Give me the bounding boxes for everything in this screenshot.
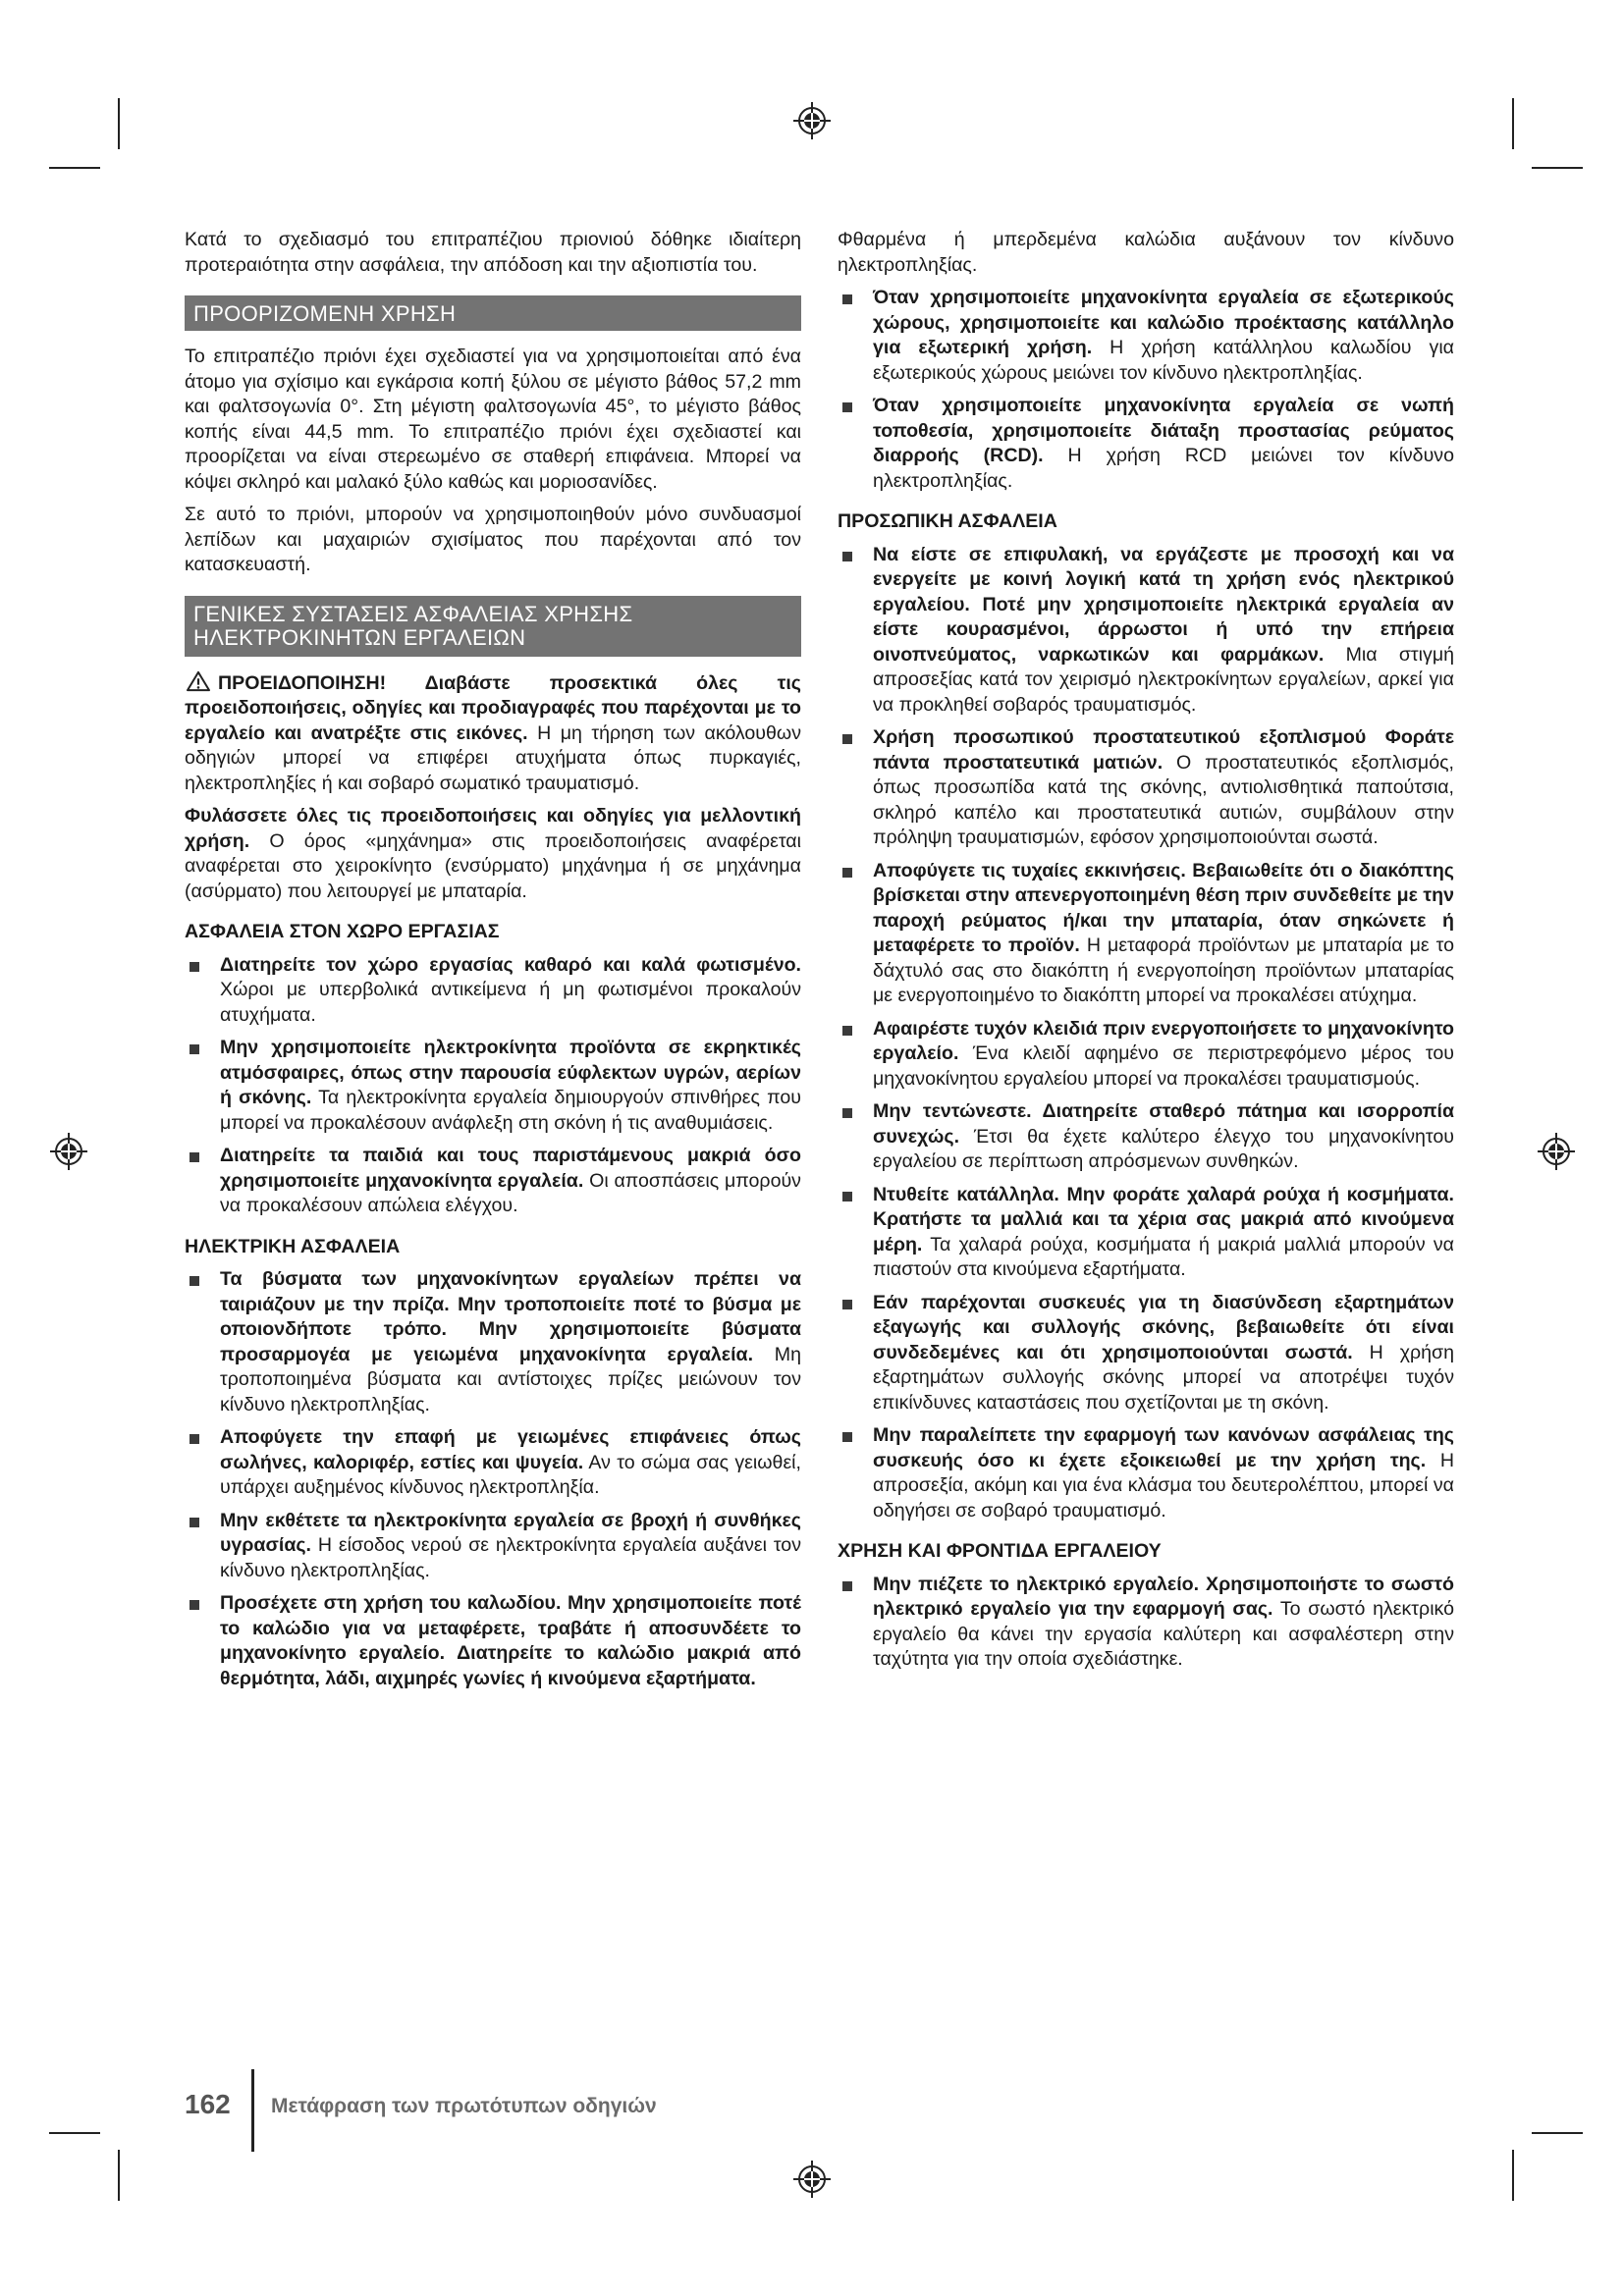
intro-paragraph: Κατά το σχεδιασμό του επιτραπέζιου πριονιού δόθηκε ιδιαίτερη προτεραιότητα στην ασφάλεια, την απόδοση και την αξιοπιστία του. — [185, 229, 801, 276]
list-item — [838, 1183, 1454, 1283]
bullet-icon — [842, 1192, 852, 1201]
bullet-icon — [842, 1300, 852, 1309]
subheading-electrical: ΗΛΕΚΤΡΙΚΗ ΑΣΦΑΛΕΙΑ — [185, 1235, 401, 1257]
bullet-icon — [189, 1434, 199, 1444]
item-text: Ένα κλειδί αφημένο σε περιστρεφόμενο μέρος του μηχανοκίνητου εργαλείου μπορεί να προκαλέσει τραυματισμούς. — [873, 1042, 1454, 1090]
list-item — [838, 1423, 1454, 1523]
list-item — [838, 859, 1454, 1009]
registration-mark-icon — [49, 1132, 88, 1171]
warning-triangle-icon — [185, 670, 212, 692]
item-text: Η χρήση εξαρτημάτων συλλογής σκόνης μπορεί να αποτρέψει τυχόν επικίνδυνες καταστάσεις που σχετίζονται με τη σκόνη. — [873, 1341, 1455, 1414]
item-text: Το σωστό ηλεκτρικό εργαλείο θα κάνει την εργασία καλύτερη και ασφαλέστερη στην ταχύτητα για την οποία σχεδιάστηκε. — [873, 1598, 1454, 1670]
list-item — [838, 1291, 1454, 1416]
keep-instructions-paragraph — [185, 804, 801, 904]
footer-caption: Μετάφραση των πρωτότυπων οδηγιών — [271, 2095, 657, 2117]
item-text: Αν το σώμα σας γειωθεί, υπάρχει αυξημένος κίνδυνος ηλεκτροπληξία. — [220, 1451, 801, 1498]
section-banner-general-safety — [185, 596, 801, 657]
crop-mark — [1532, 167, 1583, 169]
item-bold: Αποφύγετε την επαφή με γειωμένες επιφάνειες όπως σωλήνες, καλοριφέρ, εστίες και ψυγεία. — [220, 1426, 801, 1473]
bullet-icon — [189, 1276, 199, 1286]
left-column — [185, 228, 801, 1699]
crop-mark — [118, 2150, 120, 2201]
bullet-icon — [842, 402, 852, 412]
list-item — [838, 1573, 1454, 1673]
subheading-tool-use: ΧΡΗΣΗ ΚΑΙ ΦΡΟΝΤΙΔΑ ΕΡΓΑΛΕΙΟΥ — [838, 1540, 1162, 1562]
item-text: Οι αποσπάσεις μπορούν να προκαλέσουν απώλεια ελέγχου. — [220, 1169, 801, 1216]
crop-mark — [1512, 98, 1514, 149]
subheading-personal: ΠΡΟΣΩΠΙΚΗ ΑΣΦΑΛΕΙΑ — [838, 510, 1057, 532]
list-item — [185, 953, 801, 1029]
registration-mark-icon — [1537, 1132, 1576, 1171]
item-bold: Εάν παρέχονται συσκευές για τη διασύνδεση εξαρτημάτων εξαγωγής και συλλογής σκόνης, βεβαιωθείτε ότι είναι συνδεδεμένες και ότι χρησιμοποιούνται σωστά. — [873, 1291, 1454, 1363]
keep-text: Ο όρος «μηχάνημα» στις προειδοποιήσεις αναφέρεται αναφέρεται στο χειροκίνητο (ενσύρματο) μηχάνημα ή σε μηχάνημα (ασύρματο) που λειτουργεί με μπαταρία. — [185, 829, 801, 902]
item-bold: Αφαιρέστε τυχόν κλειδιά πριν ενεργοποιήσετε το μηχανοκίνητο εργαλείο. — [873, 1017, 1454, 1064]
warning-paragraph — [185, 670, 801, 797]
item-bold: Τα βύσματα των μηχανοκίνητων εργαλείων πρέπει να ταιριάζουν με την πρίζα. Μην τροποποιείτε ποτέ το βύσμα με οποιονδήποτε τρόπο. Μην χρησιμοποιείτε βύσματα προσαρμογέα με γειωμένα μηχανοκίνητα εργαλεία. — [220, 1268, 801, 1365]
item-bold: Μην χρησιμοποιείτε ηλεκτροκίνητα προϊόντα σε εκρηκτικές ατμόσφαιρες, όπως στην παρουσία εύφλεκτων υγρών, αερίων ή σκόνης. — [220, 1037, 801, 1108]
bullet-icon — [842, 1108, 852, 1118]
item-bold: Μην πιέζετε το ηλεκτρικό εργαλείο. Χρησιμοποιήστε το σωστό ηλεκτρικό εργαλείο για την εφαρμογή σας. — [873, 1573, 1454, 1620]
list-item — [838, 1017, 1454, 1093]
keep-bold: Φυλάσσετε όλες τις προειδοποιήσεις και οδηγίες για μελλοντική χρήση. — [185, 805, 801, 852]
list-item — [838, 725, 1454, 851]
list-item — [185, 1036, 801, 1136]
item-text: Η απροσεξία, ακόμη και για ένα κλάσμα του δευτερολέπτου, μπορεί να οδηγήσει σε σοβαρό τραυματισμό. — [873, 1449, 1454, 1522]
crop-mark — [49, 2132, 100, 2134]
item-text: Η χρήση κατάλληλου καλωδίου για εξωτερικούς χώρους μειώνει τον κίνδυνο ηλεκτροπληξίας. — [873, 337, 1454, 384]
banner-line: ΗΛΕΚΤΡΟΚΙΝΗΤΩΝ ΕΡΓΑΛΕΙΩΝ — [193, 624, 526, 650]
list-item — [185, 1144, 801, 1219]
continuation-paragraph: Φθαρμένα ή μπερδεμένα καλώδια αυξάνουν τον κίνδυνο ηλεκτροπληξίας. — [838, 229, 1454, 276]
banner-line: ΓΕΝΙΚΕΣ ΣΥΣΤΑΣΕΙΣ ΑΣΦΑΛΕΙΑΣ ΧΡΗΣΗΣ — [193, 601, 633, 626]
list-item — [185, 1267, 801, 1417]
crop-mark — [118, 98, 120, 149]
intended-use-paragraph: Το επιτραπέζιο πριόνι έχει σχεδιαστεί για να χρησιμοποιείται από ένα άτομο για σχίσιμο και εγκάρσια κοπή ξύλου σε μέγιστο βάθος 57,2 mm και φαλτσογωνία 0°. Στη μέγιστη φαλτσογωνία 45°, το μέγιστο βάθος κοπής είναι 44,5 mm. Το επιτραπέζιο πριόνι έχει σχεδιαστεί και προορίζεται να είναι στερεωμένο σε σταθερή επιφάνεια. Μπορεί να κόψει σκληρό και μαλακό ξύλο καθώς και μοριοσανίδες. — [185, 346, 801, 493]
list-item — [185, 1425, 801, 1501]
page-number: 162 — [185, 2089, 231, 2119]
item-text: Χώροι με υπερβολικά αντικείμενα ή μη φωτισμένοι προκαλούν ατυχήματα. — [220, 979, 801, 1026]
section-banner-intended-use: ΠΡΟΟΡΙΖΟΜΕΝΗ ΧΡΗΣΗ — [185, 295, 801, 331]
item-bold: Να είστε σε επιφυλακή, να εργάζεστε με προσοχή και να ενεργείτε με κοινή λογική κατά τη χρήση ενός ηλεκτρικού εργαλείου. Ποτέ μην χρησιμοποιείτε ηλεκτρικά εργαλεία αν είστε κουρασμένοι, άρρωστοι ή υπό την επήρεια οινοπνεύματος, ναρκωτικών και φαρμάκων. — [873, 543, 1454, 666]
registration-mark-icon — [792, 101, 832, 140]
registration-mark-icon — [792, 2160, 832, 2199]
bullet-icon — [842, 552, 852, 561]
item-bold: Μην εκθέτετε τα ηλεκτροκίνητα εργαλεία σε βροχή ή συνθήκες υγρασίας. — [220, 1509, 801, 1556]
right-column — [838, 228, 1454, 1681]
item-text: Μη τροποποιημένα βύσματα και αντίστοιχες πρίζες μειώνουν τον κίνδυνο ηλεκτροπληξίας. — [220, 1343, 801, 1415]
item-bold: Ντυθείτε κατάλληλα. Μην φοράτε χαλαρά ρούχα ή κοσμήματα. Κρατήστε τα μαλλιά και τα χέρια σας μακριά από κινούμενα μέρη. — [873, 1183, 1454, 1255]
list-item — [185, 1591, 801, 1691]
item-bold: Όταν χρησιμοποιείτε μηχανοκίνητα εργαλεία σε νωπή τοποθεσία, χρησιμοποιείτε διάταξη προστασίας ρεύματος διαρροής (RCD). — [873, 395, 1454, 466]
warning-bold: ΠΡΟΕΙΔΟΠΟΙΗΣΗ! Διαβάστε προσεκτικά όλες τις προειδοποιήσεις, οδηγίες και προδιαγραφές που παρέχονται με το εργαλείο και ανατρέξτε στις εικόνες. — [185, 671, 801, 744]
item-text: Μια στιγμή απροσεξίας κατά τον χειρισμό ηλεκτροκίνητων εργαλείων, αρκεί για να προκληθεί σοβαρός τραυματισμός. — [873, 643, 1455, 716]
item-bold: Προσέχετε στη χρήση του καλωδίου. Μην χρησιμοποιείτε ποτέ το καλώδιο για να μεταφέρετε, τραβάτε ή αποσυνδέετε το μηχανοκίνητο εργαλείο. Διατηρείτε το καλώδιο μακριά από θερμότητα, λάδι, αιχμηρές γωνίες ή κινούμενα εξαρτήματα. — [220, 1592, 801, 1689]
item-bold: Όταν χρησιμοποιείτε μηχανοκίνητα εργαλεία σε εξωτερικούς χώρους, χρησιμοποιείτε και καλώδιο προέκτασης κατάλληλο για εξωτερική χρήση. — [873, 287, 1454, 358]
list-item — [185, 1509, 801, 1584]
warning-text: Η μη τήρηση των ακόλουθων οδηγιών μπορεί να επιφέρει ατυχήματα όπως πυρκαγιές, ηλεκτροπληξίες ή και σοβαρό σωματικό τραυματισμό. — [185, 721, 802, 794]
item-text: Ο προστατευτικός εξοπλισμός, όπως προσωπίδα κατά της σκόνης, αντιολισθητικά παπούτσια, σκληρό καπέλο και προστατευτικά αυτιών, συμβάλουν στην πρόληψη τραυματισμών, εφόσον χρησιμοποιούνται σωστά. — [873, 751, 1454, 848]
item-text: Έτσι θα έχετε καλύτερο έλεγχο του μηχανοκίνητου εργαλείου σε περίπτωση απρόσμενων συνθηκών. — [873, 1125, 1454, 1172]
crop-mark — [1512, 2150, 1514, 2201]
list-item — [838, 543, 1454, 719]
item-text: Η χρήση RCD μειώνει τον κίνδυνο ηλεκτροπληξίας. — [873, 445, 1454, 492]
bullet-icon — [842, 1581, 852, 1591]
bullet-icon — [842, 868, 852, 878]
footer-divider — [251, 2069, 254, 2152]
list-item — [838, 286, 1454, 386]
bullet-icon — [189, 962, 199, 972]
item-bold: Μην παραλείπετε την εφαρμογή των κανόνων ασφάλειας της συσκευής όσο κι έχετε εξοικειωθεί με την χρήση της. — [873, 1424, 1454, 1471]
item-bold: Διατηρείτε τα παιδιά και τους παριστάμενους μακριά όσο χρησιμοποιείτε μηχανοκίνητα εργαλεία. — [220, 1145, 801, 1192]
bullet-icon — [189, 1152, 199, 1162]
bullet-icon — [842, 1026, 852, 1036]
crop-mark — [1532, 2132, 1583, 2134]
item-text: Τα ηλεκτροκίνητα εργαλεία δημιουργούν σπινθήρες που μπορεί να προκαλέσουν ανάφλεξη στη σκόνη ή τις αναθυμιάσεις. — [220, 1087, 801, 1134]
item-bold: Μην τεντώνεστε. Διατηρείτε σταθερό πάτημα και ισορροπία συνεχώς. — [873, 1100, 1454, 1148]
item-bold: Διατηρείτε τον χώρο εργασίας καθαρό και καλά φωτισμένο. — [220, 953, 801, 976]
bullet-icon — [842, 734, 852, 744]
bullet-icon — [842, 294, 852, 304]
item-text: Τα χαλαρά ρούχα, κοσμήματα ή μακριά μαλλιά μπορούν να πιαστούν στα κινούμενα εξαρτήματα. — [873, 1233, 1454, 1280]
bullet-icon — [189, 1600, 199, 1610]
item-bold: Αποφύγετε τις τυχαίες εκκινήσεις. Βεβαιωθείτε ότι ο διακόπτης βρίσκεται στην απενεργοποιημένη θέση πριν συνδεθείτε με την παροχή ρεύματος ή/και την μπαταρία, όταν σηκώνετε ή μεταφέρετε το προϊόν. — [873, 859, 1454, 956]
list-item — [838, 1099, 1454, 1175]
intended-use-paragraph: Σε αυτό το πριόνι, μπορούν να χρησιμοποιηθούν μόνο συνδυασμοί λεπίδων και μαχαιριών σχισίματος που παρέχονται από τον κατασκευαστή. — [185, 504, 801, 575]
crop-mark — [49, 167, 100, 169]
subheading-work-area: ΑΣΦΑΛΕΙΑ ΣΤΟΝ ΧΩΡΟ ΕΡΓΑΣΙΑΣ — [185, 921, 500, 942]
bullet-icon — [189, 1044, 199, 1054]
item-bold: Χρήση προσωπικού προστατευτικού εξοπλισμού Φοράτε πάντα προστατευτικά ματιών. — [873, 726, 1454, 774]
item-text: Η μεταφορά προϊόντων με μπαταρία με το δάχτυλό σας στο διακόπτη ή ενεργοποίηση προϊόντων μπαταρίας με ενεργοποιημένο το διακόπτη μπορεί να προκαλέσει ατύχημα. — [873, 934, 1454, 1006]
list-item — [838, 394, 1454, 494]
item-text: Η είσοδος νερού σε ηλεκτροκίνητα εργαλεία αυξάνει τον κίνδυνο ηλεκτροπληξίας. — [220, 1534, 801, 1581]
bullet-icon — [842, 1432, 852, 1442]
bullet-icon — [189, 1518, 199, 1527]
